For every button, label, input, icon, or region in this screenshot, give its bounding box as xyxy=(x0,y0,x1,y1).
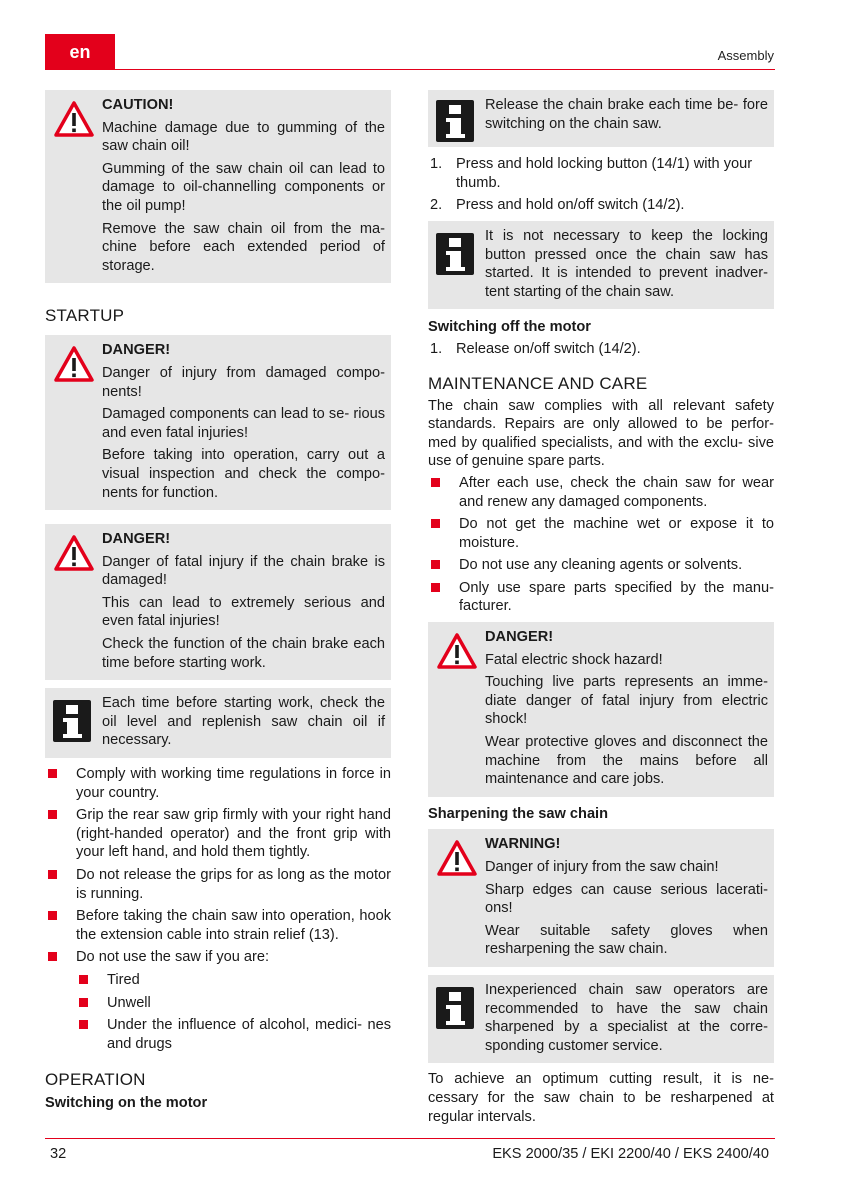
list-item: Do not release the grips for as long as the motor is running. xyxy=(45,866,391,903)
danger-title: DANGER! xyxy=(485,629,554,646)
bullet-square-icon xyxy=(48,952,57,961)
danger-line: Danger of injury from damaged compo- nents! xyxy=(102,364,385,400)
danger-line: Fatal electric shock hazard! xyxy=(485,651,663,668)
danger-line: Touching live parts represents an imme- diate danger of fatal injury from electric shock! xyxy=(485,674,768,728)
bullet-square-icon xyxy=(431,519,440,528)
list-item: Only use spare parts specified by the manu- facturer. xyxy=(428,579,774,616)
list-item: Tired xyxy=(76,971,391,990)
danger-line: Damaged components can lead to se- rious and even fatal injuries! xyxy=(102,406,385,441)
bullet-square-icon xyxy=(79,998,88,1007)
danger-box xyxy=(428,622,774,797)
header-divider xyxy=(45,69,775,70)
list-item: Under the influence of alcohol, medici- nes and drugs xyxy=(76,1016,391,1053)
footer-divider xyxy=(45,1138,775,1139)
list-item: Do not get the machine wet or expose it to moisture. xyxy=(428,515,774,552)
info-box xyxy=(428,90,774,147)
warning-line: Wear suitable safety gloves when resharpening the saw chain. xyxy=(485,922,768,958)
bullet-square-icon xyxy=(48,870,57,879)
info-icon xyxy=(53,700,91,748)
danger-line: Wear protective gloves and disconnect the machine from the mains before all maintenance and care jobs. xyxy=(485,734,768,788)
warning-triangle-icon xyxy=(53,345,95,389)
danger-line: Danger of fatal injury if the chain brake is damaged! xyxy=(102,553,385,589)
caution-box xyxy=(45,90,391,283)
list-item: Unwell xyxy=(76,994,391,1013)
sharpening-heading: Sharpening the saw chain xyxy=(428,805,609,822)
startup-bullet-list xyxy=(45,765,391,1053)
info-box xyxy=(428,221,774,309)
list-item: Before taking the chain saw into operation, hook the extension cable into strain relief (13). xyxy=(45,907,391,944)
language-tab: en xyxy=(45,34,115,70)
bullet-square-icon xyxy=(48,911,57,920)
list-item: After each use, check the chain saw for wear and renew any damaged components. xyxy=(428,474,774,511)
warning-title: WARNING! xyxy=(485,836,561,853)
model-names: EKS 2000/35 / EKI 2200/40 / EKS 2400/40 xyxy=(492,1146,769,1162)
warning-triangle-icon xyxy=(53,100,95,144)
warning-triangle-icon xyxy=(436,839,478,883)
danger-line: Before taking into operation, carry out a visual inspection and check the compo- nents for function. xyxy=(102,447,385,501)
left-column xyxy=(45,90,391,1113)
danger-title: DANGER! xyxy=(102,531,171,548)
right-column xyxy=(428,90,774,1126)
info-text: Each time before starting work, check the oil level and replenish saw chain oil if necessary. xyxy=(102,695,385,749)
bullet-square-icon xyxy=(431,583,440,592)
warning-line: Sharp edges can cause serious lacerati- ons! xyxy=(485,881,768,917)
info-text: Release the chain brake each time be- fore switching on the chain saw. xyxy=(485,97,768,132)
info-text: It is not necessary to keep the locking button pressed once the chain saw has started. It is intended to prevent inadver- tent starting of the chain saw. xyxy=(485,227,768,300)
list-item: Comply with working time regulations in force in your country. xyxy=(45,765,391,802)
switch-off-heading: Switching off the motor xyxy=(428,319,591,336)
list-item: Do not use the saw if you are: Tired Unwell Under the influence of alcohol, medici- nes and drugs xyxy=(45,948,391,1053)
section-title: Assembly xyxy=(717,48,774,63)
danger-title: DANGER! xyxy=(102,342,171,359)
bullet-square-icon xyxy=(79,1020,88,1029)
maintenance-bullet-list xyxy=(428,474,774,616)
list-item: Do not use any cleaning agents or solvents. xyxy=(428,556,774,575)
danger-box xyxy=(45,524,391,680)
danger-line: This can lead to extremely serious and even fatal injuries! xyxy=(102,594,385,630)
list-item: Grip the rear saw grip firmly with your right hand (right-handed operator) and the front grip with your left hand, and hold them tightly. xyxy=(45,806,391,862)
maintenance-intro: The chain saw complies with all relevant safety standards. Repairs are only allowed to be perfor- med by qualified specialists, and with the exclu- sive use of genuine spare parts. xyxy=(428,397,774,470)
bullet-square-icon xyxy=(79,975,88,984)
info-box xyxy=(45,688,391,758)
caution-title: CAUTION! xyxy=(102,97,174,113)
startup-heading: STARTUP xyxy=(45,306,125,326)
switch-on-steps xyxy=(428,155,774,215)
caution-line: Machine damage due to gumming of the saw chain oil! xyxy=(102,119,385,155)
bullet-square-icon xyxy=(48,769,57,778)
warning-triangle-icon xyxy=(53,534,95,578)
danger-line: Check the function of the chain brake each time before starting work. xyxy=(102,636,385,671)
info-icon xyxy=(436,100,474,148)
page-number: 32 xyxy=(50,1146,67,1162)
warning-triangle-icon xyxy=(436,632,478,676)
operation-heading: OPERATION xyxy=(45,1070,146,1090)
step-item: 2. Press and hold on/off switch (14/2). xyxy=(430,197,685,214)
info-box xyxy=(428,975,774,1063)
step-item: 1. Press and hold locking button (14/1) with your thumb. xyxy=(430,156,753,191)
caution-line: Gumming of the saw chain oil can lead to damage to oil-channelling components or the oil pump! xyxy=(102,160,385,214)
info-icon xyxy=(436,233,474,281)
danger-box xyxy=(45,335,391,510)
sub-bullet-list xyxy=(76,971,391,1053)
info-icon xyxy=(436,987,474,1035)
bullet-square-icon xyxy=(431,478,440,487)
warning-line: Danger of injury from the saw chain! xyxy=(485,859,719,875)
warning-box xyxy=(428,829,774,967)
step-item: 1. Release on/off switch (14/2). xyxy=(430,340,641,357)
maintenance-heading: MAINTENANCE AND CARE xyxy=(428,373,648,393)
info-text: Inexperienced chain saw operators are recommended to have the saw chain sharpened by a specialist at the corre- sponding customer service. xyxy=(485,981,768,1054)
sharpening-paragraph: To achieve an optimum cutting result, it is ne- cessary for the saw chain to be resharpened at regular intervals. xyxy=(428,1071,774,1125)
bullet-square-icon xyxy=(431,560,440,569)
bullet-square-icon xyxy=(48,810,57,819)
switch-on-heading: Switching on the motor xyxy=(45,1095,208,1112)
caution-line: Remove the saw chain oil from the ma- chine before each extended period of storage. xyxy=(102,220,385,274)
switch-off-steps xyxy=(428,340,774,359)
